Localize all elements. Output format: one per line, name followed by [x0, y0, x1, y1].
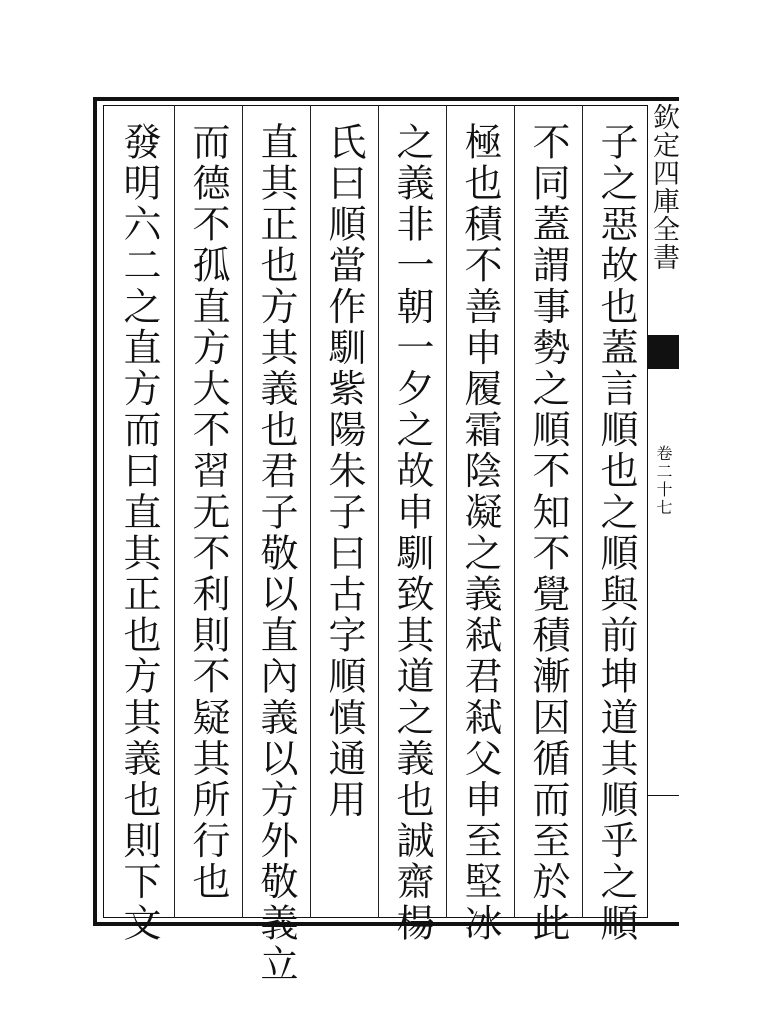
margin-title: [648, 103, 679, 271]
text-column-1-text: 子之惡故也蓋言順也之順與前坤道其順乎之順: [594, 122, 638, 944]
text-column-8-text: 發明六二之直方而曰直其正也方其義也則下文: [117, 122, 161, 944]
margin-strip: [648, 97, 679, 926]
text-column-6-text: 直其正也方其義也君子敬以直內義以方外敬義立: [254, 122, 298, 986]
fishtail-mark: [648, 335, 679, 369]
text-column-1: [583, 122, 649, 944]
text-column-4: [379, 122, 445, 944]
text-column-3: [447, 122, 513, 944]
text-column-4-text: 之義非一朝一夕之故申馴致其道之義也誠齋楊: [390, 122, 434, 944]
margin-divider: [648, 795, 679, 796]
margin-title-text: 欽定四庫全書: [648, 103, 679, 271]
text-column-7-text: 而德不孤直方大不習无不利則不疑其所行也: [186, 122, 230, 903]
text-column-7: [175, 122, 241, 912]
text-column-8: [106, 122, 172, 944]
text-column-5: [311, 122, 377, 912]
margin-volume-text: 卷二十七: [654, 445, 673, 517]
text-column-3-text: 極也積不善申履霜陰凝之義弒君弒父申至堅冰: [458, 122, 502, 944]
text-column-2-text: 不同蓋謂事勢之順不知不覺積漸因循而至於此: [526, 122, 570, 944]
text-column-5-text: 氏曰順當作馴紫陽朱子曰古字順慎通用: [322, 122, 366, 821]
text-column-2: [515, 122, 581, 944]
text-column-6: [243, 122, 309, 986]
margin-volume: [648, 445, 679, 517]
